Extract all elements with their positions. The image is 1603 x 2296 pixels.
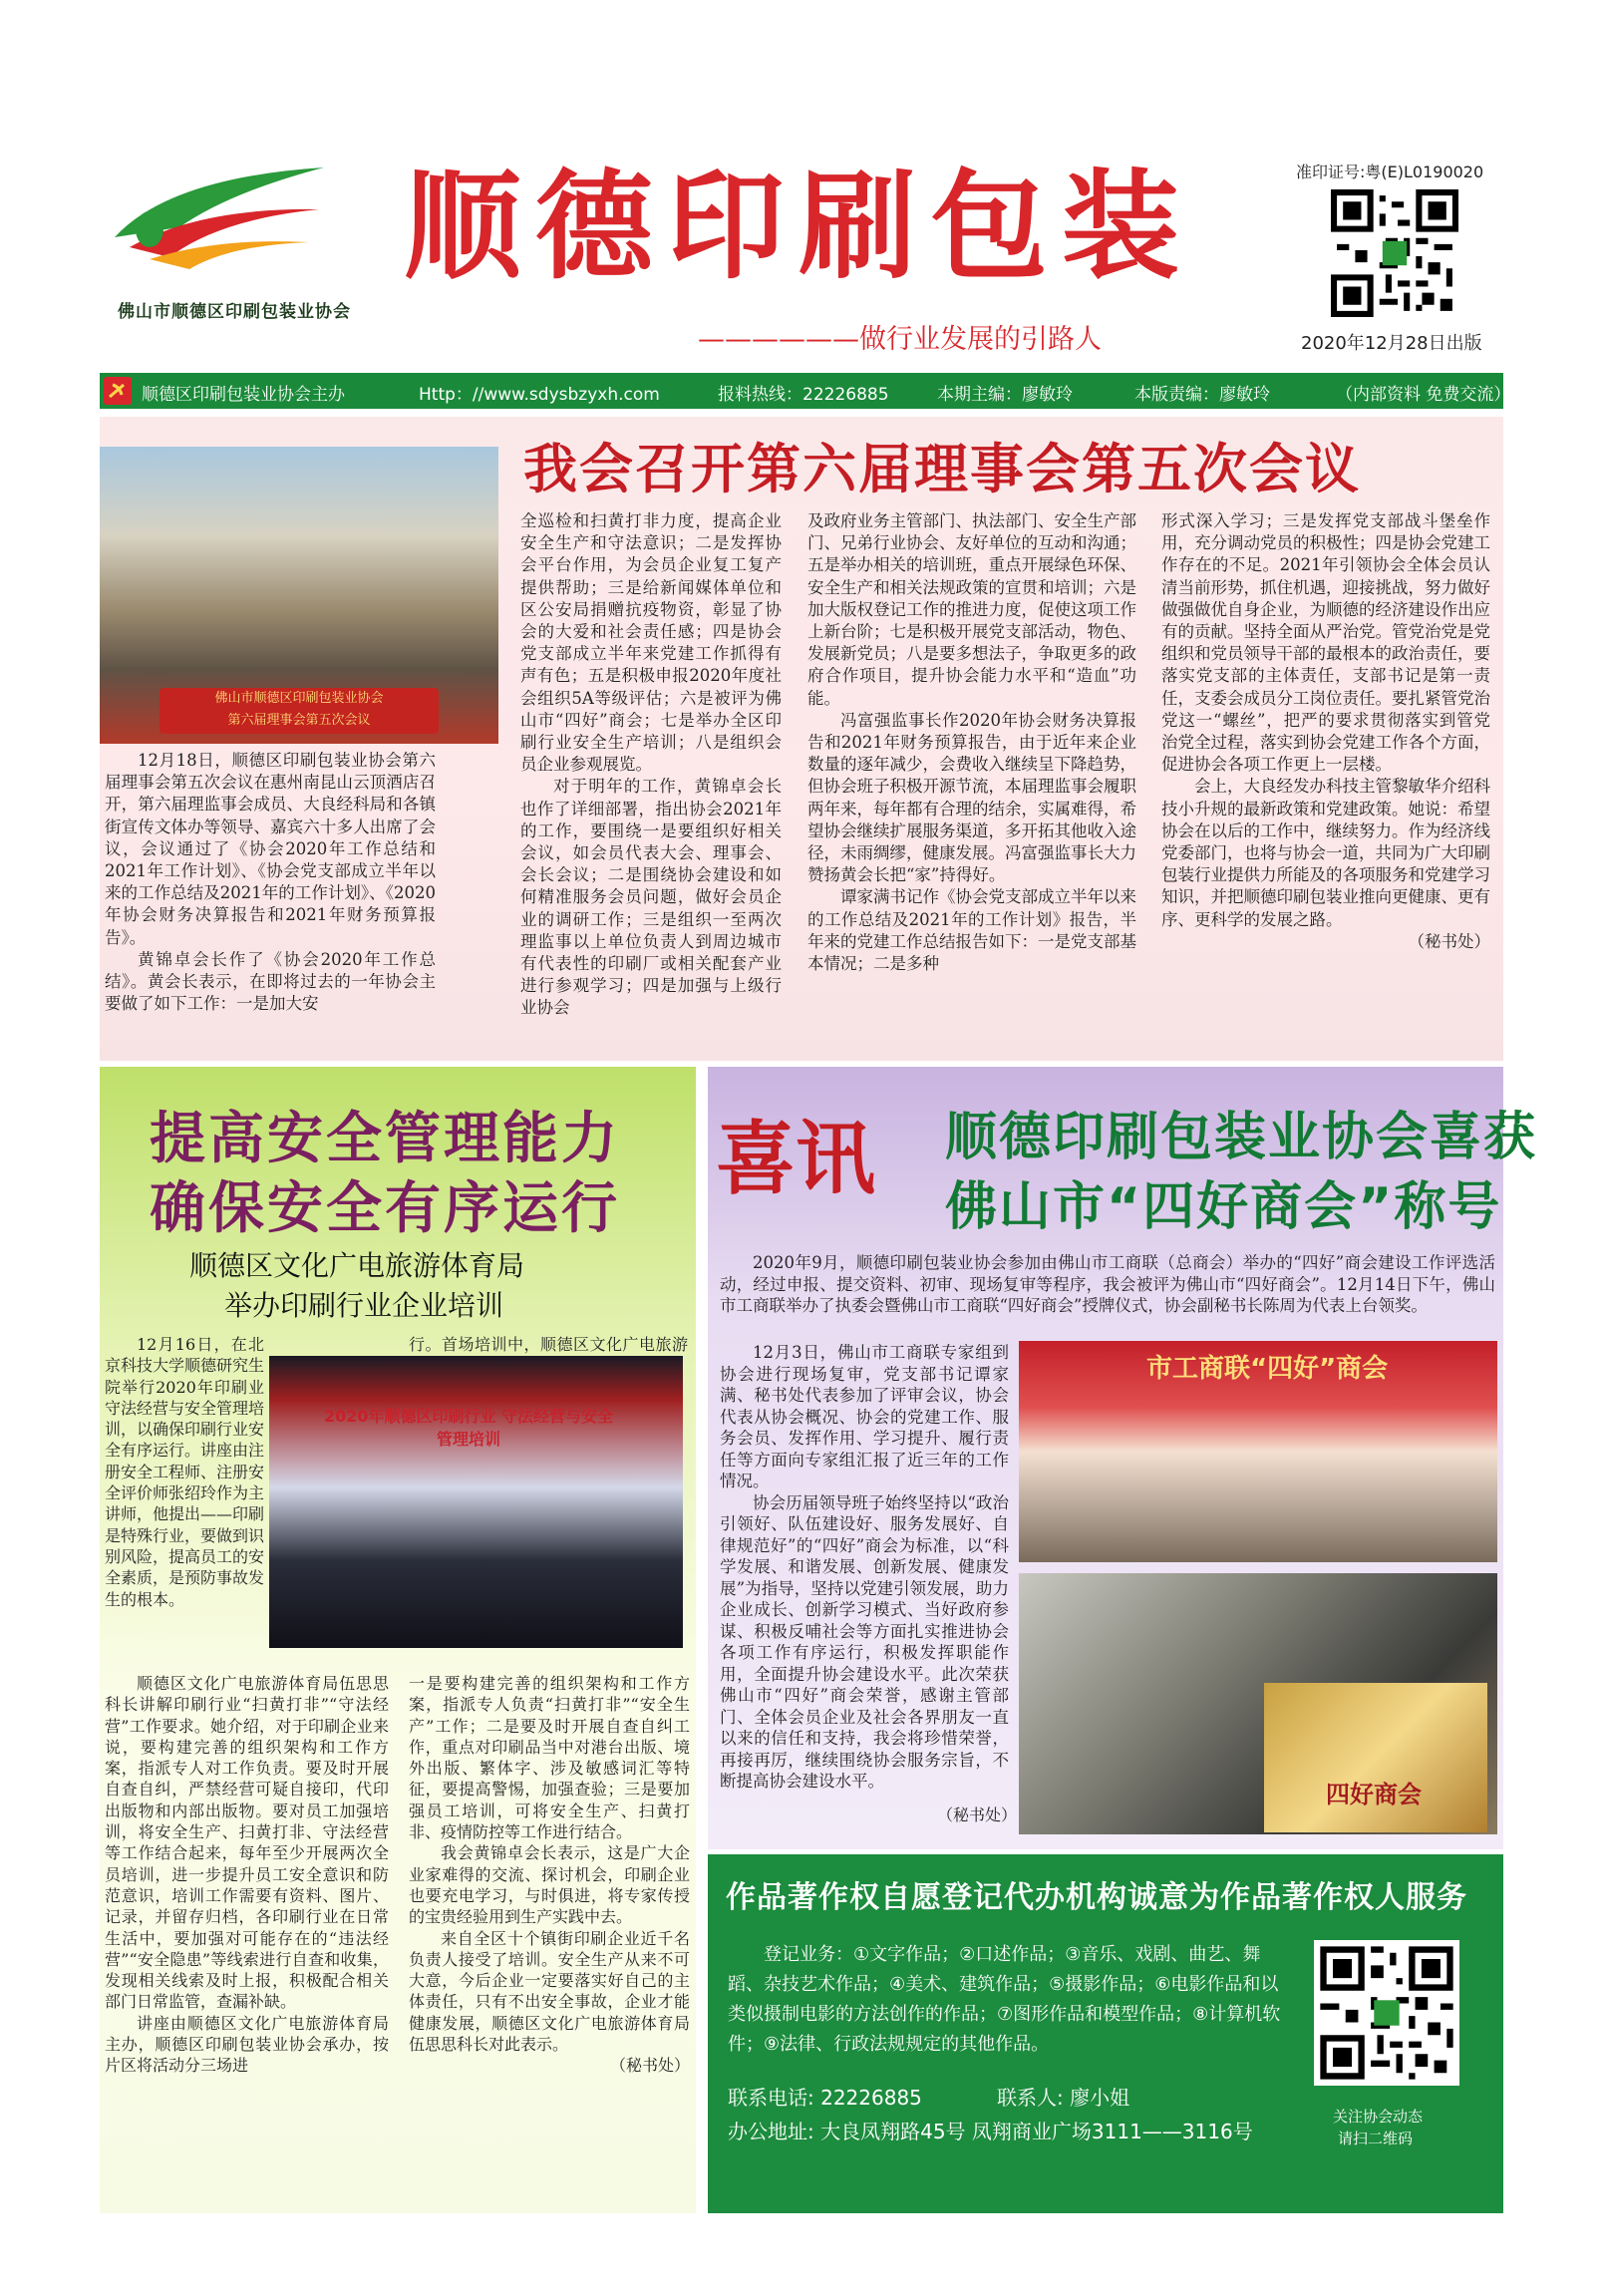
qr-code-icon bbox=[1314, 1940, 1459, 2086]
article2-headline-line1: 提高安全管理能力 bbox=[150, 1107, 620, 1171]
article2-subhead-line2: 举办印刷行业企业培训 bbox=[224, 1289, 504, 1322]
article2-col2-top: 行。首场培训中，顺德区文化广电旅游 bbox=[409, 1335, 688, 1354]
ad-title: 作品著作权自愿登记代办机构诚意为作品著作权人服务 bbox=[726, 1880, 1467, 1915]
article2-col1-bottom: 顺德区文化广电旅游体育局伍思思科长讲解印刷行业“扫黄打非”“守法经营”工作要求。她介绍，对于印刷企业来说，要构建完善的组织架构和工作方案，指派专人对工作负责。要及时开展自查自纠，严禁经营可疑自接印，代印出版物和内部出版物。要对员工加强培训，将安全生产、扫黄打非、守法经营等工作结合起来，每年至少开展两次全员培训，进一步提升员工安全意识和防范意识，培训工作需要有资料、图片、记录，并留存归档，各印刷行业在日常生活中，要加强对可能存在的“违法经营”“安全隐患”等线索进行自查和收集，发现相关线索及时上报，积极配合相关部门日常监管，查漏补缺。 讲座由顺德区文化广电旅游体育局主办，顺德区印刷包装业协会承办，按片区将活动分三场进 bbox=[105, 1674, 389, 2076]
plaque-title: 四好商会 bbox=[1326, 1781, 1422, 1808]
article3-headline-line2: 佛山市“四好商会”称号 bbox=[945, 1177, 1502, 1237]
ad-body: 登记业务：①文字作品；②口述作品；③音乐、戏剧、曲艺、舞蹈、杂技艺术作品；④美术、建筑作品；⑤摄影作品；⑥电影作品和以类似摄制电影的方法创作的作品；⑦图形作品和模型作品；⑧计算机软件；⑨法律、行政法规规定的其他作品。 bbox=[728, 1944, 1281, 2055]
ad-contact: 联系人: 廖小姐 bbox=[997, 2086, 1130, 2110]
article2-col1-top: 12月16日，在北京科技大学顺德研究生院举行2020年印刷业守法经营与安全管理培训，以确保印刷行业安全有序运行。讲座由注册安全工程师、注册安全评价师张绍玲作为主讲师，他提出——印刷是特殊行业，要做到识别风险，提高员工的安全素质，是预防事故发生的根本。 bbox=[105, 1335, 265, 1609]
article1-col4: 形式深入学习；三是发挥党支部战斗堡垒作用，充分调动党员的积极性；四是协会党建工作存在的不足。2021年引领协会全体会员认清当前形势，抓住机遇，迎接挑战，努力做好做强做优自身企业，为顺德的经济建设作出应有的贡献。坚持全面从严治党。管党治党是党组织和党员领导干部的最根本的政治责任，要落实党支部的主体责任，支部书记是第一责任，支委会成员分工岗位责任。要扎紧管党治党这一“螺丝”，把严的要求贯彻落实到管党治党全过程，落实到协会党建工作各个方面，促进协会各项工作更上一层楼。 会上，大良经发办科技主管黎敏华介绍科技小升规的最新政策和党建政策。她说：希望协会在以后的工作中，继续努力。作为经济线党委部门，也将与协会一道，共同为广大印刷包装行业提供力所能及的各项服务和党建学习知识，并把顺德印刷包装业推向更健康、更有序、更科学的发展之路。 （秘书处） bbox=[1161, 511, 1490, 951]
article3-body: 12月3日，佛山市工商联专家组到协会进行现场复审，党支部书记谭家满、秘书处代表参加了评审会议，协会代表从协会概况、协会的党建工作、服务会员、发挥作用、学习提升、履行责任等方面向专家组汇报了近三年的工作情况。 协会历届领导班子始终坚持以“政治引领好、队伍建设好、服务发展好、自律规范好”的“四好”商会为标准，以“科学发展、和谐发展、创新发展、健康发展”为指导，坚持以党建引领发展，助力企业成长、创新学习模式、当好政府参谋、积极反哺社会等方面扎实推进协会各项工作有序运行，积极发挥职能作用，全面提升协会建设水平。此次荣获佛山市“四好”商会荣誉，感谢主管部门、全体会员企业及社会各界朋友一直以来的信任和支持，我会将珍惜荣誉，再接再厉，继续围绕协会服务宗旨，不断提高协会建设水平。 bbox=[720, 1343, 1009, 1791]
party-emblem-icon bbox=[104, 377, 132, 405]
article3-lead: 2020年9月，顺德印刷包装业协会参加由佛山市工商联（总商会）举办的“四好”商会建设工作评选活动，经过申报、提交资料、初审、现场复审等程序，我会被评为佛山市“四好商会”。12月14日下午，佛山市工商联举办了执委会暨佛山市工商联“四好商会”授牌仪式，协会副秘书长陈周为代表上台领奖。 bbox=[720, 1253, 1495, 1315]
article3-sign: （秘书处） bbox=[937, 1805, 1018, 1824]
newspaper-title: 顺德印刷包装 bbox=[404, 157, 1194, 295]
ad-phone: 联系电话: 22226885 bbox=[728, 2086, 922, 2110]
host-label: 顺德区印刷包装业协会主办 bbox=[142, 385, 345, 405]
qr-caption-line1: 关注协会动态 bbox=[1333, 2108, 1424, 2126]
article1-col2: 全巡检和扫黄打非力度，提高企业安全生产和守法意识；二是发挥协会平台作用，为会员企业复工复产提供帮助；三是给新闻媒体单位和区公安局捐赠抗疫物资，彰显了协会的大爱和社会责任感；四是协会党支部成立半年来党建工作抓得有声有色；五是积极申报2020年度社会组织5A等级评估；六是被评为佛山市“四好”商会；七是举办全区印刷行业安全生产培训；八是组织会员企业参观展览。 对于明年的工作，黄锦卓会长也作了详细部署，指出协会2021年的工作，要围绕一是要组织好相关会议，如会员代表大会、理事会、会长会议；二是围绕协会建设和如何精准服务会员问题，做好会员企业的调研工作；三是组织一至两次理监事以上单位负责人到周边城市有代表性的印刷厂或相关配套产业进行参观学习；四是加强与上级行业协会 bbox=[520, 511, 782, 1018]
ceremony-banner-text: 市工商联“四好”商会 bbox=[1146, 1354, 1389, 1384]
page-editor-label: 本版责编：廖敏玲 bbox=[1134, 385, 1270, 405]
hotline-label: 报料热线：22226885 bbox=[718, 385, 889, 405]
training-lecture-photo bbox=[269, 1356, 683, 1648]
org-name: 佛山市顺德区印刷包装业协会 bbox=[118, 302, 351, 322]
award-plaque bbox=[1264, 1683, 1487, 1832]
article1-headline: 我会召开第六届理事会第五次会议 bbox=[523, 438, 1361, 500]
ad-address: 办公地址: 大良凤翔路45号 凤翔商业广场3111——3116号 bbox=[728, 2120, 1253, 2143]
article2-col2-bottom: 一是要构建完善的组织架构和工作方案，指派专人负责“扫黄打非”“安全生产”工作；二是要及时开展自查自纠工作，重点对印刷品当中对港台出版、境外出版、繁体字、涉及敏感词汇等特征，要提高警惕，加强查验；三是要加强员工培训，可将安全生产、扫黄打非、疫情防控等工作进行结合。 我会黄锦卓会长表示，这是广大企业家难得的交流、探讨机会，印刷企业也要充电学习，与时俱进，将专家传授的宝贵经验用到生产实践中去。 来自全区十个镇街印刷企业近千名负责人接受了培训。安全生产从来不可大意，今后企业一定要落实好自己的主体责任，只有不出安全事故，企业才能健康发展，顺德区文化广电旅游体育局伍思思科长对此表示。 （秘书处） bbox=[409, 1674, 690, 2076]
qr-caption-line2: 请扫二维码 bbox=[1338, 2130, 1414, 2147]
article1-col1: 12月18日，顺德区印刷包装业协会第六届理事会第五次会议在惠州南昆山云顶酒店召开，第六届理监事会成员、大良经科局和各镇街宣传文体办等领导、嘉宾六十多人出席了会议，会议通过了《协会2020年工作总结和2021年工作计划》、《协会党支部成立半年以来的工作总结及2021年的工作计划》、《2020年协会财务决算报告和2021年财务预算报告》。 黄锦卓会长作了《协会2020年工作总结》。黄会长表示，在即将过去的一年协会主要做了如下工作：一是加大安 bbox=[105, 751, 436, 1014]
article2-headline-line2: 确保安全有序运行 bbox=[150, 1176, 620, 1241]
association-logo bbox=[110, 148, 359, 322]
logo-swoosh-icon bbox=[110, 148, 359, 297]
article1-col3: 及政府业务主管部门、执法部门、安全生产部门、兄弟行业协会、友好单位的互动和沟通；五是举办相关的培训班，重点开展绿色环保、安全生产和相关法规政策的宣贯和培训；六是加大版权登记工作的推进力度，促使这项工作上新台阶；七是积极开展党支部活动，物色、发展新党员；八是要多想法子，争取更多的政府合作项目，提升协会能力水平和“造血”功能。 冯富强监事长作2020年协会财务决算报告和2021年财务预算报告，由于近年来企业数量的逐年减少，会费收入继续呈下降趋势，但协会班子积极开源节流，本届理监事会履职两年来，每年都有合理的结余，实属难得，希望协会继续扩展服务渠道，多开拓其他收入途径，未雨绸缪，健康发展。冯富强监事长大力赞扬黄会长把“家”持得好。 谭家满书记作《协会党支部成立半年以来的工作总结及2021年的工作计划》报告，半年来的党建工作总结报告如下：一是党支部基本情况；二是多种 bbox=[807, 511, 1136, 974]
publication-date: 2020年12月28日出版 bbox=[1301, 333, 1482, 354]
projector-screen-text: 2020年顺德区印刷行业 守法经营与安全管理培训 bbox=[323, 1407, 614, 1449]
print-license: 准印证号:粤(E)L0190020 bbox=[1296, 163, 1484, 181]
website-link[interactable]: Http：//www.sdysbzyxh.com bbox=[419, 385, 660, 405]
article3-headline-line1: 顺德印刷包装业协会喜获 bbox=[945, 1108, 1538, 1167]
info-bar bbox=[100, 373, 1511, 409]
article2-subhead-line1: 顺德区文化广电旅游体育局 bbox=[189, 1249, 525, 1282]
qr-code-icon bbox=[1331, 189, 1458, 317]
slogan: ——————做行业发展的引路人 bbox=[698, 324, 1102, 355]
photo-banner: 佛山市顺德区印刷包装业协会 第六届理事会第五次会议 bbox=[160, 688, 439, 734]
internal-note: （内部资料 免费交流） bbox=[1336, 385, 1511, 405]
editor-label: 本期主编：廖敏玲 bbox=[937, 385, 1073, 405]
good-news-mark: 喜讯 bbox=[716, 1112, 875, 1205]
